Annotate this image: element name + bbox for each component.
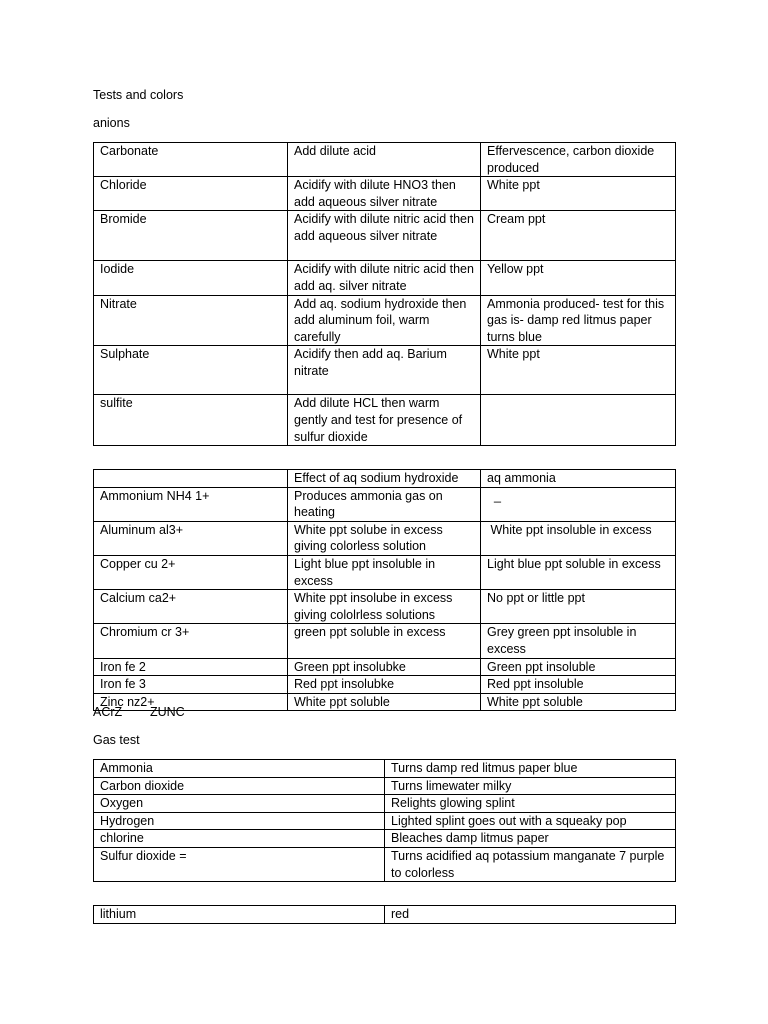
table-header-cell: Effect of aq sodium hydroxide <box>288 470 481 488</box>
table-cell <box>481 395 676 446</box>
table-row <box>94 795 676 813</box>
table-cell: Light blue ppt insoluble in excess <box>288 555 481 589</box>
flame-test-table <box>93 905 676 924</box>
table-row <box>94 521 676 555</box>
mnemonic-note: ACrZ ZUNC <box>93 705 185 719</box>
table-header-row <box>94 470 676 488</box>
table-row <box>94 487 676 521</box>
table-cell: Copper cu 2+ <box>94 555 288 589</box>
table-cell: Chromium cr 3+ <box>94 624 288 658</box>
anions-table <box>93 142 676 446</box>
table-cell: Iron fe 3 <box>94 676 288 694</box>
table-cell: Green ppt insolubke <box>288 658 481 676</box>
gas-test-heading: Gas test <box>93 733 140 747</box>
table-cell: Iron fe 2 <box>94 658 288 676</box>
table-cell: Red ppt insoluble <box>481 676 676 694</box>
table-header-cell <box>94 470 288 488</box>
table-cell: White ppt <box>481 177 676 211</box>
table-cell: green ppt soluble in excess <box>288 624 481 658</box>
table-cell: Ammonia <box>94 760 385 778</box>
table-header-cell: aq ammonia <box>481 470 676 488</box>
table-cell: Acidify with dilute nitric acid then add aqueous silver nitrate <box>288 211 481 261</box>
table-cell: Add dilute HCL then warm gently and test for presence of sulfur dioxide <box>288 395 481 446</box>
table-row <box>94 624 676 658</box>
table-cell: White ppt <box>481 346 676 395</box>
cations-table <box>93 469 676 711</box>
table-row <box>94 906 676 924</box>
table-cell: Produces ammonia gas on heating <box>288 487 481 521</box>
table-cell: White ppt solube in excess giving colorless solution <box>288 521 481 555</box>
anions-heading: anions <box>93 116 130 130</box>
table-row <box>94 143 676 177</box>
table-cell: Relights glowing splint <box>385 795 676 813</box>
table-cell: Add dilute acid <box>288 143 481 177</box>
table-row <box>94 777 676 795</box>
table-cell: Hydrogen <box>94 812 385 830</box>
table-row <box>94 812 676 830</box>
table-cell: Acidify with dilute HNO3 then add aqueous silver nitrate <box>288 177 481 211</box>
table-cell: Oxygen <box>94 795 385 813</box>
table-cell: Turns acidified aq potassium manganate 7 purple to colorless <box>385 847 676 881</box>
table-cell: Red ppt insolubke <box>288 676 481 694</box>
table-cell: Aluminum al3+ <box>94 521 288 555</box>
table-cell: Ammonium NH4 1+ <box>94 487 288 521</box>
table-row <box>94 211 676 261</box>
table-cell: Cream ppt <box>481 211 676 261</box>
table-cell: Ammonia produced- test for this gas is- damp red litmus paper turns blue <box>481 295 676 346</box>
table-cell: Bromide <box>94 211 288 261</box>
table-cell: Turns damp red litmus paper blue <box>385 760 676 778</box>
table-cell: Bleaches damp litmus paper <box>385 830 676 848</box>
table-row <box>94 346 676 395</box>
table-cell: Green ppt insoluble <box>481 658 676 676</box>
document-title: Tests and colors <box>93 88 184 102</box>
table-cell: Nitrate <box>94 295 288 346</box>
table-cell: Grey green ppt insoluble in excess <box>481 624 676 658</box>
table-row <box>94 847 676 881</box>
table-row <box>94 658 676 676</box>
table-cell: _ <box>481 487 676 521</box>
table-cell: Lighted splint goes out with a squeaky pop <box>385 812 676 830</box>
table-cell: Calcium ca2+ <box>94 590 288 624</box>
table-cell: red <box>385 906 676 924</box>
table-row <box>94 676 676 694</box>
table-row <box>94 177 676 211</box>
table-cell: White ppt insoluble in excess <box>481 521 676 555</box>
table-cell: Carbon dioxide <box>94 777 385 795</box>
table-cell: Carbonate <box>94 143 288 177</box>
table-cell: Light blue ppt soluble in excess <box>481 555 676 589</box>
table-cell: Sulphate <box>94 346 288 395</box>
table-row <box>94 555 676 589</box>
table-cell: Turns limewater milky <box>385 777 676 795</box>
table-row <box>94 830 676 848</box>
table-cell: Effervescence, carbon dioxide produced <box>481 143 676 177</box>
table-row <box>94 590 676 624</box>
table-row <box>94 395 676 446</box>
table-cell: Zinc nz2+ <box>94 693 288 711</box>
table-row <box>94 261 676 295</box>
table-cell: Acidify then add aq. Barium nitrate <box>288 346 481 395</box>
table-cell: White ppt insolube in excess giving cololrless solutions <box>288 590 481 624</box>
table-cell: No ppt or little ppt <box>481 590 676 624</box>
table-cell: Yellow ppt <box>481 261 676 295</box>
table-cell: White ppt soluble <box>481 693 676 711</box>
table-row <box>94 295 676 346</box>
table-cell: Sulfur dioxide = <box>94 847 385 881</box>
gas-test-table <box>93 759 676 882</box>
table-cell: lithium <box>94 906 385 924</box>
table-cell: White ppt soluble <box>288 693 481 711</box>
table-cell: Add aq. sodium hydroxide then add aluminum foil, warm carefully <box>288 295 481 346</box>
table-cell: Chloride <box>94 177 288 211</box>
table-cell: Acidify with dilute nitric acid then add aq. silver nitrate <box>288 261 481 295</box>
table-cell: Iodide <box>94 261 288 295</box>
table-cell: chlorine <box>94 830 385 848</box>
table-row <box>94 760 676 778</box>
table-cell: sulfite <box>94 395 288 446</box>
